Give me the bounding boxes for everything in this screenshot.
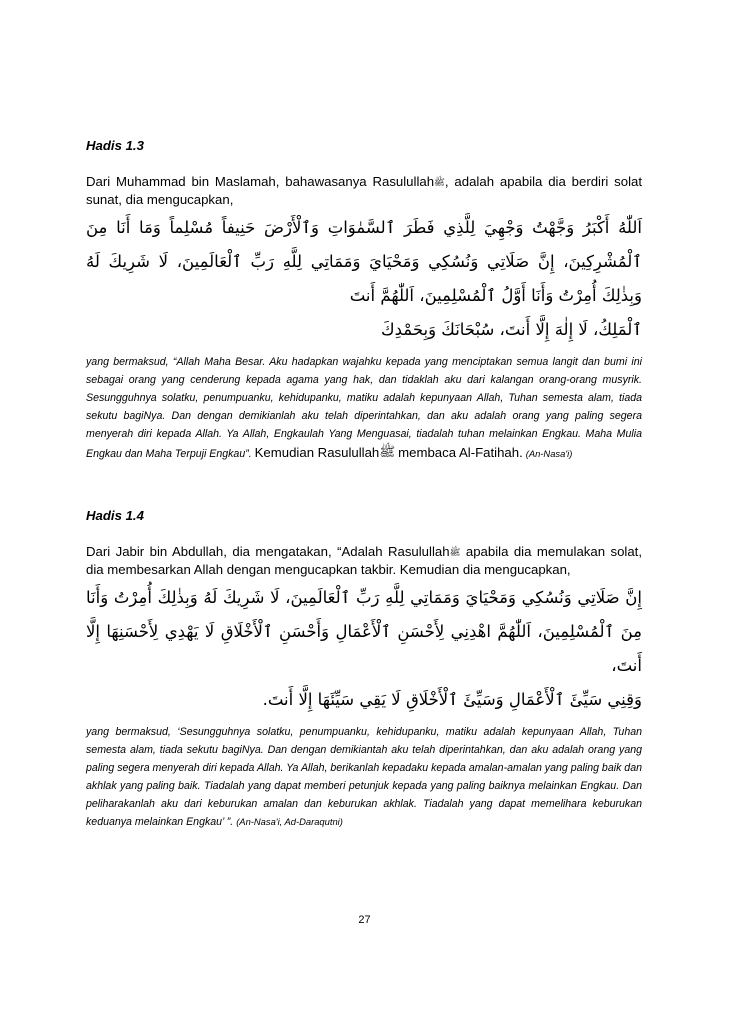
hadis-1-3-meaning xyxy=(86,353,642,464)
hadis-1-3-intro-text-a: Dari Muhammad bin Maslamah, bahawasanya Rasulullah xyxy=(86,174,435,189)
hadis-1-4-title: Hadis 1.4 xyxy=(86,507,144,523)
hadis-1-4-arabic-text xyxy=(86,581,642,717)
hadis-1-4-section xyxy=(86,508,642,832)
hadis-1-3-meaning-text: yang bermaksud, “Allah Maha Besar. Aku hadapkan wajahku kepada yang menciptakan semua langit dan bumi ini sebagai orang yang cenderung kepada agama yang hak, dan tidaklah aku dari kalangan orang-orang musyrik. Sesungguhnya solatku, penumpuanku, kehidupanku, matiku adalah kepunyaan Allah, Tuhan semesta alam, tiada sekutu bagiNya. Dan dengan demikianlah aku telah diperintahkan, dan aku adalah orang yang paling segera menyerah diri kepada Allah. Ya Allah, Engkaulah Yang Menguasai, tiadalah tuhan melainkan Engkau. Maha Mulia Engkau dan Maha Terpuji Engkau”. xyxy=(86,356,642,461)
sallallahu-symbol: ﷺ xyxy=(379,444,396,460)
hadis-1-3-follow-text-b: membaca Al-Fatihah. xyxy=(398,445,523,461)
hadis-1-3-source: (An-Nasa'i) xyxy=(525,448,573,460)
page-content xyxy=(86,138,642,831)
hadis-1-3-arabic-text xyxy=(86,211,642,347)
hadis-1-3-arabic-last-line: ٱلْمَلِكُ، لَا إِلٰهَ إِلَّا أَنتَ، سُبْحَانَكَ وَبِحَمْدِكَ xyxy=(381,320,642,339)
hadis-1-4-intro-text-a: Dari Jabir bin Abdullah, dia mengatakan, “Adalah Rasulullah xyxy=(86,543,450,559)
hadis-1-4-source: (An-Nasa'i, Ad-Daraqutni) xyxy=(236,816,343,828)
hadis-1-3-section xyxy=(86,138,642,464)
hadis-1-3-intro-text-b: , adalah apabila dia berdiri solat sunat, dia mengucapkan, xyxy=(86,174,642,207)
page-number: 27 xyxy=(358,914,371,926)
hadis-1-4-intro-text-b: apabila dia memulakan solat, dia membesarkan Allah dengan mengucapkan takbir. Kemudian dia mengucapkan, xyxy=(86,543,642,577)
sallallahu-symbol: ﷺ xyxy=(449,546,461,557)
hadis-1-3-title: Hadis 1.3 xyxy=(86,138,144,153)
hadis-1-3-follow-text-a: Kemudian Rasulullah xyxy=(254,445,380,461)
hadis-1-4-arabic-main: إِنَّ صَلَاتِي وَنُسُكِي وَمَحْيَايَ وَمَمَاتِي لِلَّهِ رَبِّ ٱلْعَالَمِينَ، لَا شَرِيكَ لَهُ وَبِذٰلِكَ أُمِرْتُ وَأَنَا مِنَ ٱلْمُسْلِمِينَ، اَللّٰهُمَّ اهْدِنِي لِأَحْسَنِ ٱلْأَعْمَالِ وَأَحْسَنِ ٱلْأَخْلَاقِ لَا يَهْدِي لِأَحْسَنِهَا إِلَّا أَنتَ، xyxy=(86,587,642,675)
sallallahu-symbol: ﷺ xyxy=(434,177,445,187)
hadis-1-4-arabic-last-line: وَقِنِي سَيِّئَ ٱلْأَعْمَالِ وَسَيِّئَ ٱلْأَخْلَاقِ لَا يَقِي سَيِّئَهَا إِلَّا أَنتَ. xyxy=(262,689,642,709)
hadis-1-3-intro xyxy=(86,173,642,209)
hadis-1-4-intro xyxy=(86,543,642,579)
hadis-1-4-meaning-text: yang bermaksud, ‘Sesungguhnya solatku, penumpuanku, kehidupanku, matiku adalah kepunyaan Allah, Tuhan semesta alam, tiada sekutu bagiNya. Dan dengan demikiantah aku telah diperintahkan, dan aku adalah orang yang paling segera menyerah diri kepada Allah. Ya Allah, berikanlah kepadaku kepada amalan-amalan yang paling baik dan akhlak yang paling baik. Tiadalah yang dapat memberi petunjuk kepada yang paling baiknya melainkan Engkau. Dan peliharakanlah aku dari keburukan amalan dan keburukan akhlak. Tiadalah yang dapat memelihara keburukan keduanya melainkan Engkau’ ”. xyxy=(86,725,642,829)
hadis-1-3-arabic-main: اَللّٰهُ أَكْبَرُ وَجَّهْتُ وَجْهِيَ لِلَّذِي فَطَرَ ٱلسَّمٰوَاتِ وَٱلْأَرْضَ حَنِيفاً مُسْلِماً وَمَا أَنَا مِنَ ٱلْمُشْرِكِينَ، إِنَّ صَلَاتِي وَنُسُكِي وَمَحْيَايَ وَمَمَاتِي لِلَّهِ رَبِّ ٱلْعَالَمِينَ، لَا شَرِيكَ لَهُ وَبِذٰلِكَ أُمِرْتُ وَأَنَا أَوَّلُ ٱلْمُسْلِمِينَ، اَللّٰهُمَّ أَنتَ xyxy=(86,218,642,305)
hadis-1-4-meaning xyxy=(86,723,642,832)
